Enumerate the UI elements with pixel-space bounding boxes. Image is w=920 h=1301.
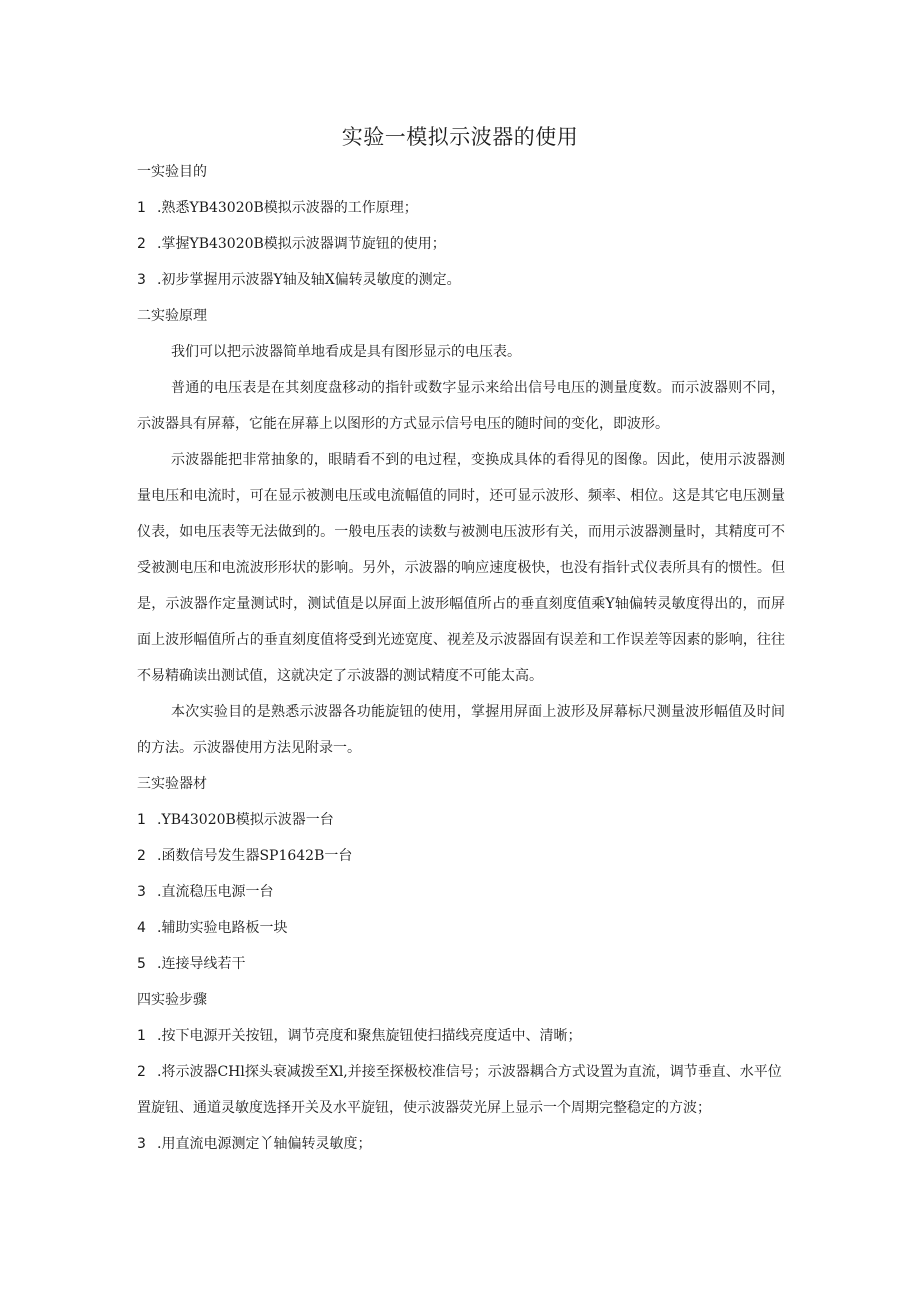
item-text: .将示波器CHl探头衰减拨至Xl,并接至探极校准信号；示波器耦合方式设置为直流，调节垂直、水平位置旋钮、通道灵敏度选择开关及水平旋钮，使示波器荧光屏上显示一个周期完整稳定的方波； <box>137 1064 782 1116</box>
item-text: .函数信号发生器SP1642B一台 <box>157 848 353 864</box>
section-heading-equipment: 三实验器材 <box>137 776 207 792</box>
item-text: .熟悉YB43020B模拟示波器的工作原理； <box>157 200 418 216</box>
paragraph: 普通的电压表是在其刻度盘移动的指针或数字显示来给出信号电压的测量度数。而示波器则不同，示波器具有屏幕，它能在屏幕上以图形的方式显示信号电压的随时间的变化，即波形。 <box>137 380 785 432</box>
item-number: 3 <box>137 1136 146 1152</box>
item-text: .连接导线若干 <box>157 956 246 972</box>
section-heading-steps: 四实验步骤 <box>137 992 207 1008</box>
list-item <box>137 1132 785 1168</box>
item-number: 2 <box>137 236 146 252</box>
item-number: 3 <box>137 884 146 900</box>
item-number: 2 <box>137 848 146 864</box>
section-heading-principle: 二实验原理 <box>137 308 207 324</box>
list-item <box>137 268 785 304</box>
list-item <box>137 916 785 952</box>
item-number: 1 <box>137 1028 146 1044</box>
item-number: 1 <box>137 812 146 828</box>
paragraph: 示波器能把非常抽象的，眼睛看不到的电过程，变换成具体的看得见的图像。因此，使用示波器测量电压和电流时，可在显示被测电压或电流幅值的同时，还可显示波形、频率、相位。这是其它电压测量仪表，如电压表等无法做到的。一般电压表的读数与被测电压波形有关，而用示波器测量时，其精度可不受被测电压和电流波形形状的影响。另外，示波器的响应速度极快，也没有指针式仪表所具有的惯性。但是，示波器作定量测试时，测试值是以屏面上波形幅值所占的垂直刻度值乘Y轴偏转灵敏度得出的，而屏面上波形幅值所占的垂直刻度值将受到光迹宽度、视差及示波器固有误差和工作误差等因素的影响，往往不易精确读出测试值，这就决定了示波器的测试精度不可能太高。 <box>137 452 785 684</box>
item-text: .YB43020B模拟示波器一台 <box>157 812 334 828</box>
item-text: .初步掌握用示波器Y轴及轴X偏转灵敏度的测定。 <box>157 272 461 288</box>
list-item <box>137 952 785 988</box>
item-number: 1 <box>137 200 146 216</box>
item-number: 4 <box>137 920 146 936</box>
item-text: .按下电源开关按钮，调节亮度和聚焦旋钮使扫描线亮度适中、清晰； <box>157 1028 582 1044</box>
document-title: 实验一模拟示波器的使用 <box>341 125 579 149</box>
item-text: .辅助实验电路板一块 <box>157 920 288 936</box>
paragraph: 我们可以把示波器简单地看成是具有图形显示的电压表。 <box>171 344 521 360</box>
item-text: .直流稳压电源一台 <box>157 884 274 900</box>
list-item <box>137 880 785 916</box>
item-text: .用直流电源测定丫轴偏转灵敏度； <box>157 1136 372 1152</box>
list-item <box>137 808 785 844</box>
list-item <box>137 1054 785 1126</box>
item-text: .掌握YB43020B模拟示波器调节旋钮的使用； <box>157 236 446 252</box>
list-item <box>137 196 785 232</box>
document-body <box>137 160 785 1168</box>
paragraph: 本次实验目的是熟悉示波器各功能旋钮的使用，掌握用屏面上波形及屏幕标尺测量波形幅值及时间的方法。示波器使用方法见附录一。 <box>137 704 785 756</box>
item-number: 5 <box>137 956 146 972</box>
item-number: 3 <box>137 272 146 288</box>
list-item <box>137 844 785 880</box>
section-heading-purpose: 一实验目的 <box>137 164 207 180</box>
list-item <box>137 232 785 268</box>
item-number: 2 <box>137 1064 146 1080</box>
